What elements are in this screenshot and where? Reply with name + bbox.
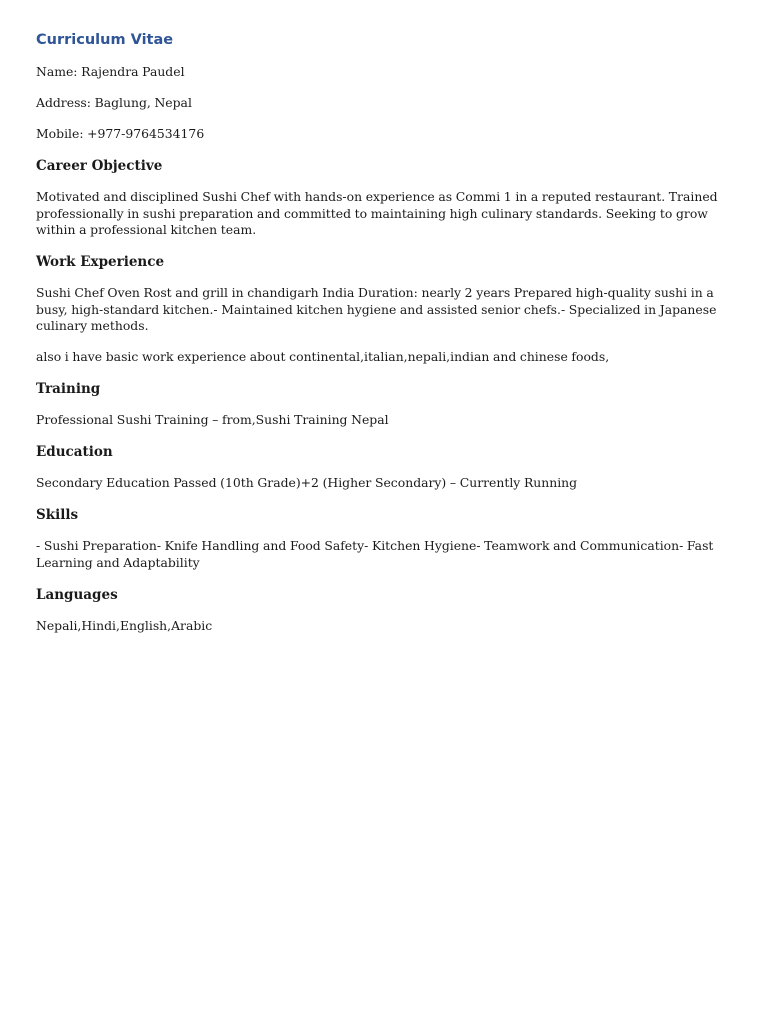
work-experience-text: Sushi Chef Oven Rost and grill in chandigarh India Duration: nearly 2 years Prepared high-quality sushi in a busy, high-standard kitchen.- Maintained kitchen hygiene and assisted senior chefs.- Specialized in Japanese culinary methods. [36, 285, 717, 333]
career-objective-heading: Career Objective [36, 158, 163, 174]
education-heading: Education [36, 444, 113, 460]
training-heading: Training [36, 381, 101, 397]
contact-name: Name: Rajendra Paudel [36, 64, 185, 79]
cv-page [36, 30, 728, 649]
contact-mobile: Mobile: +977-9764534176 [36, 126, 205, 141]
languages-heading: Languages [36, 586, 118, 603]
skills-text: - Sushi Preparation- Knife Handling and Food Safety- Kitchen Hygiene- Teamwork and Communication- Fast Learning and Adaptability [36, 538, 714, 570]
work-experience-heading: Work Experience [36, 254, 165, 270]
training-text: Professional Sushi Training – from,Sushi Training Nepal [36, 412, 389, 427]
contact-address: Address: Baglung, Nepal [36, 95, 192, 110]
work-experience-extra: also i have basic work experience about continental,italian,nepali,indian and chinese foods, [36, 349, 610, 364]
skills-heading: Skills [36, 507, 79, 523]
document-title: Curriculum Vitae [36, 32, 174, 48]
career-objective-text: Motivated and disciplined Sushi Chef with hands-on experience as Commi 1 in a reputed restaurant. Trained professionally in sushi preparation and committed to maintaining high culinary standards. Seeking to grow within a professional kitchen team. [36, 189, 718, 237]
education-text: Secondary Education Passed (10th Grade)+2 (Higher Secondary) – Currently Running [36, 475, 578, 490]
languages-text: Nepali,Hindi,English,Arabic [36, 617, 213, 633]
